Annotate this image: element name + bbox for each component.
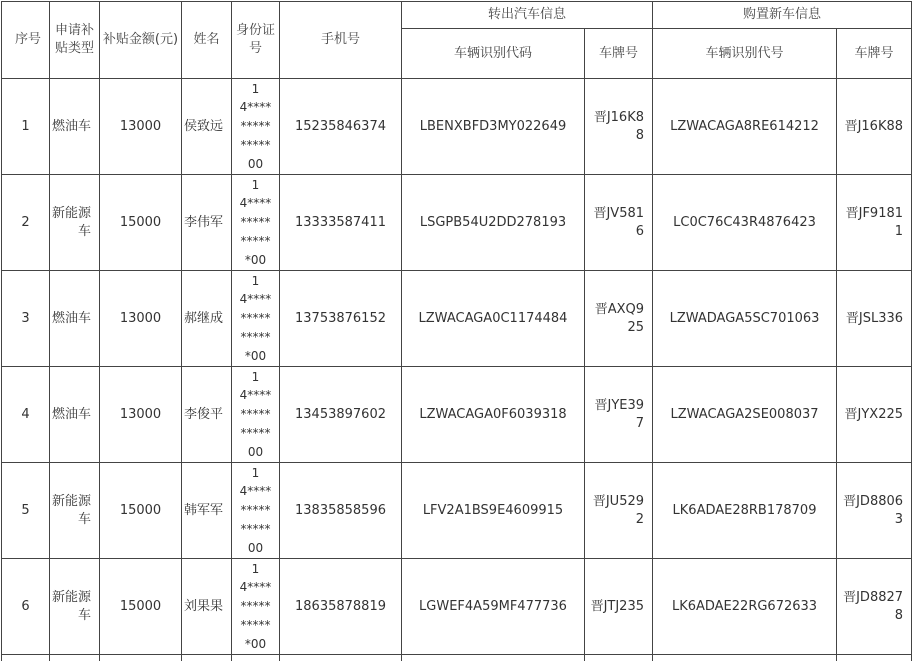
- cell-old-plate: 晋JYE397: [585, 367, 653, 463]
- cell-type: 新能源车: [50, 463, 100, 559]
- cell-new-plate: 晋JD88063: [837, 463, 912, 559]
- cell-old-vin: LZWACAGA0C1174484: [402, 271, 585, 367]
- cell-type: 燃油车: [50, 271, 100, 367]
- cell-type: 新能源车: [50, 175, 100, 271]
- header-new-group: 购置新车信息: [653, 2, 912, 29]
- cell-new-vin: LZWACAGA2SE008037: [653, 367, 837, 463]
- id-line: *****: [233, 309, 278, 328]
- table-row: [2, 559, 912, 655]
- table-row: [2, 271, 912, 367]
- id-line: *****: [233, 328, 278, 347]
- id-line: 1: [233, 368, 278, 387]
- cell-old-plate: 晋AXQ925: [585, 271, 653, 367]
- cell-new-vin: LZWADAGA5SC701063: [653, 271, 837, 367]
- cell-amount: 13000: [100, 367, 182, 463]
- cell-type: 新能源车: [50, 559, 100, 655]
- id-line: *****: [233, 117, 278, 136]
- cell-name: 李俊平: [182, 367, 232, 463]
- id-line: 1: [233, 176, 278, 195]
- cell-id: [232, 367, 280, 463]
- id-line: 4****: [233, 578, 278, 597]
- cell-old-vin: LSGPB54U2DD278193: [402, 175, 585, 271]
- cell-amount: 15000: [100, 175, 182, 271]
- cell-old-vin: LGWEF4A59MF477736: [402, 559, 585, 655]
- id-line: 4****: [233, 482, 278, 501]
- cell-phone: 13753876152: [280, 271, 402, 367]
- id-line: 4****: [233, 386, 278, 405]
- table-row: [2, 175, 912, 271]
- id-line: 1: [233, 272, 278, 291]
- cell-old-vin: LBENXBFD3MY022649: [402, 79, 585, 175]
- id-line: *00: [233, 635, 278, 654]
- header-type: 申请补贴类型: [50, 2, 100, 79]
- cell-new-plate: 晋JYX225: [837, 367, 912, 463]
- header-old-plate: 车牌号: [585, 29, 653, 79]
- cell-new-vin: LK6ADAE28RB178709: [653, 463, 837, 559]
- cell-name: 刘果果: [182, 559, 232, 655]
- cell-seq: 4: [2, 367, 50, 463]
- cell-phone: 13333587411: [280, 175, 402, 271]
- id-line: *****: [233, 136, 278, 155]
- cell-amount: 15000: [100, 559, 182, 655]
- cell-name: 侯致远: [182, 79, 232, 175]
- table-row: [2, 79, 912, 175]
- cell-old-plate: 晋JU5292: [585, 463, 653, 559]
- header-id: 身份证号: [232, 2, 280, 79]
- cell-phone: 18635878819: [280, 559, 402, 655]
- header-old-vin: 车辆识别代码: [402, 29, 585, 79]
- id-line: *****: [233, 424, 278, 443]
- header-new-vin: 车辆识别代号: [653, 29, 837, 79]
- id-line: *00: [233, 251, 278, 270]
- cell-name: 韩军军: [182, 463, 232, 559]
- cell-amount: 15000: [100, 463, 182, 559]
- cell-seq: 1: [2, 79, 50, 175]
- id-line: 00: [233, 443, 278, 462]
- header-amount: 补贴金额(元): [100, 2, 182, 79]
- cell-new-vin: LZWACAGA8RE614212: [653, 79, 837, 175]
- cell-id: [232, 271, 280, 367]
- cell-seq: 6: [2, 559, 50, 655]
- cell-new-plate: 晋JF91811: [837, 175, 912, 271]
- header-transfer-group: 转出汽车信息: [402, 2, 653, 29]
- cell-amount: 13000: [100, 79, 182, 175]
- cell-id: [232, 559, 280, 655]
- id-line: *****: [233, 597, 278, 616]
- subsidy-table: [1, 1, 912, 661]
- cell-amount: 13000: [100, 271, 182, 367]
- cell-new-vin: LK6ADAE22RG672633: [653, 559, 837, 655]
- id-line: *****: [233, 616, 278, 635]
- cell-seq: 5: [2, 463, 50, 559]
- header-name: 姓名: [182, 2, 232, 79]
- cell-new-vin: LC0C76C43R4876423: [653, 175, 837, 271]
- cell-old-plate: 晋JTJ235: [585, 559, 653, 655]
- cell-seq: 2: [2, 175, 50, 271]
- cell-name: 李伟军: [182, 175, 232, 271]
- id-line: 4****: [233, 98, 278, 117]
- cell-seq: 3: [2, 271, 50, 367]
- id-line: *****: [233, 213, 278, 232]
- cell-old-vin: LZWACAGA0F6039318: [402, 367, 585, 463]
- cell-id: [232, 79, 280, 175]
- id-line: 1: [233, 464, 278, 483]
- cell-type: 燃油车: [50, 79, 100, 175]
- id-line: 00: [233, 155, 278, 174]
- header-new-plate: 车牌号: [837, 29, 912, 79]
- subsidy-table-container: [1, 1, 912, 661]
- cell-id: [232, 175, 280, 271]
- header-row-1: [2, 2, 912, 29]
- id-line: *****: [233, 520, 278, 539]
- id-line: 00: [233, 539, 278, 558]
- cell-phone: 13453897602: [280, 367, 402, 463]
- id-line: 4****: [233, 194, 278, 213]
- cell-new-plate: 晋JD88278: [837, 559, 912, 655]
- cell-phone: 15235846374: [280, 79, 402, 175]
- table-row: [2, 463, 912, 559]
- id-line: *****: [233, 232, 278, 251]
- cell-old-plate: 晋J16K88: [585, 79, 653, 175]
- id-line: 1: [233, 80, 278, 99]
- header-seq: 序号: [2, 2, 50, 79]
- id-line: 1: [233, 560, 278, 579]
- cell-name: 郝继成: [182, 271, 232, 367]
- cell-old-vin: LFV2A1BS9E4609915: [402, 463, 585, 559]
- cell-phone: 13835858596: [280, 463, 402, 559]
- id-line: *****: [233, 501, 278, 520]
- id-line: 4****: [233, 290, 278, 309]
- cell-new-plate: 晋JSL336: [837, 271, 912, 367]
- header-phone: 手机号: [280, 2, 402, 79]
- cell-id: [232, 463, 280, 559]
- cell-type: 燃油车: [50, 367, 100, 463]
- table-row: [2, 367, 912, 463]
- cell-new-plate: 晋J16K88: [837, 79, 912, 175]
- id-line: *****: [233, 405, 278, 424]
- id-line: *00: [233, 347, 278, 366]
- cell-old-plate: 晋JV5816: [585, 175, 653, 271]
